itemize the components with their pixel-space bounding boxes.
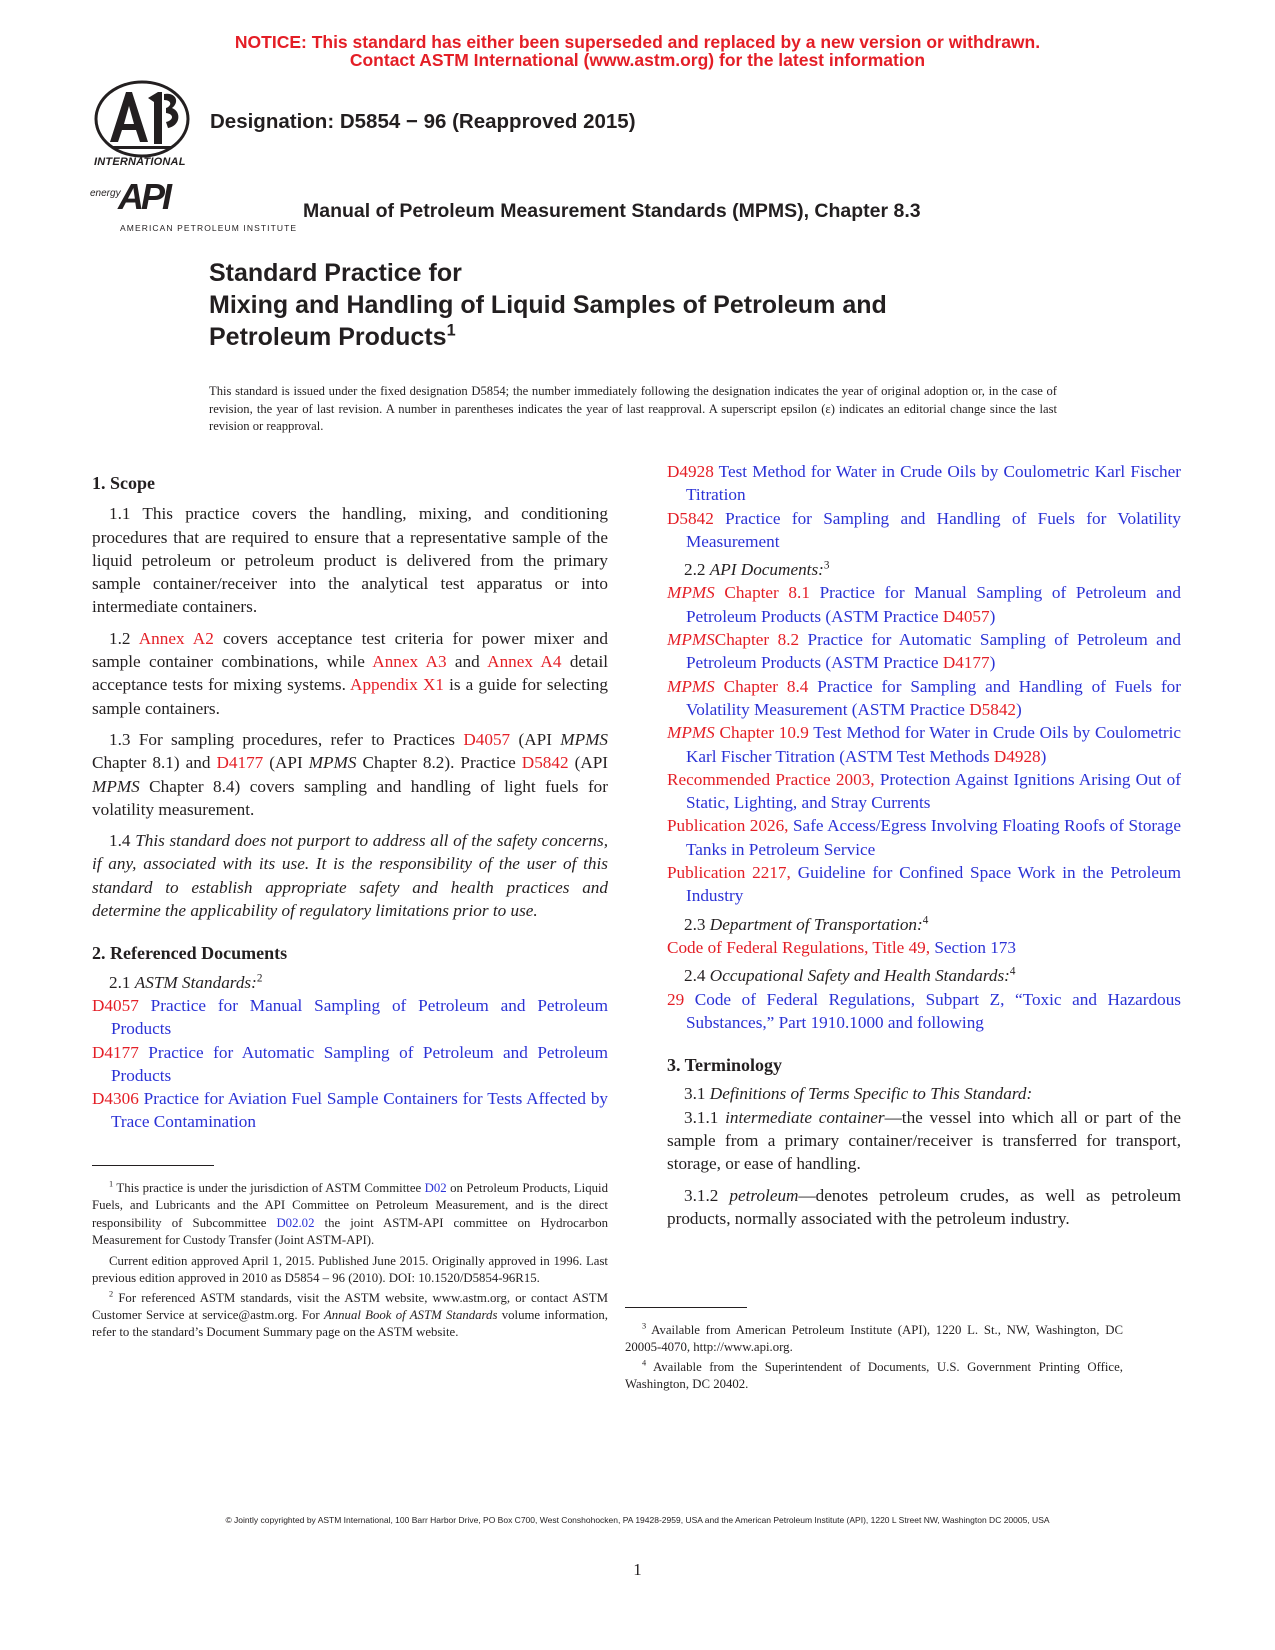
close-paren: ) [989, 606, 996, 626]
text: This standard does not purport to address all of the safety concerns, if any, associated with its use. It is the responsibility of the user of this standard to establish appropriate safety and health practices and determine the applicability of regulatory limitations prior to use. [92, 831, 609, 921]
text: Definitions of Terms Specific to This Standard: [709, 1084, 1033, 1104]
annex-a4-link[interactable]: Annex A4 [487, 652, 562, 672]
d0202-link[interactable]: D02.02 [276, 1215, 315, 1230]
footnote-rule-right [625, 1307, 747, 1308]
reference-code-link[interactable]: D4057 [92, 995, 139, 1015]
reference-code-link[interactable]: D4928 [667, 462, 714, 481]
text: MPMS [308, 753, 357, 773]
reference-code-link[interactable]: D4306 [92, 1089, 139, 1109]
reference-code-link[interactable]: D5842 [969, 699, 1017, 719]
text: ASTM Standards: [134, 972, 257, 992]
astm-logo-icon [92, 80, 192, 158]
text: 2.4 [684, 966, 710, 986]
designation: Designation: D5854 − 96 (Reapproved 2015) [210, 110, 636, 133]
reference-title-link[interactable]: Practice for Manual Sampling of Petroleum and Petroleum Products (ASTM Practice [686, 583, 1181, 626]
close-paren: ) [1016, 699, 1022, 719]
reference-title-link[interactable]: Practice for Manual Sampling of Petroleum and Petroleum Products [111, 995, 608, 1039]
footnote-mark: 2 [109, 1289, 114, 1299]
api-reference-item [667, 581, 1181, 628]
footnote-mark: 3 [642, 1321, 647, 1331]
publication-code-link[interactable]: Publication 2026, [667, 816, 789, 836]
footnote-mark: 4 [642, 1358, 647, 1368]
api-reference-item [667, 628, 1181, 675]
text: 1.4 [109, 831, 136, 851]
text: Annual Book of ASTM Standards [323, 1308, 498, 1323]
scope-heading: 1. Scope [92, 473, 155, 493]
footnote-3 [625, 1322, 1123, 1357]
text: 1.3 For sampling procedures, refer to Practices [109, 729, 464, 749]
section-173-link[interactable]: Section 173 [930, 937, 1016, 957]
astm-logo-caption: INTERNATIONAL [94, 156, 186, 168]
text: is a guide for selecting sample containers. [92, 675, 608, 718]
right-column [667, 460, 1181, 1230]
text: MPMS [560, 729, 609, 749]
api-logo [88, 176, 298, 234]
reference-title-link[interactable]: Practice for Automatic Sampling of Petroleum and Petroleum Products (ASTM Practice [686, 630, 1181, 673]
chapter-link[interactable]: Chapter 8.2 [714, 630, 800, 650]
astm-reference-list-right [667, 460, 1181, 553]
text: covers acceptance test criteria for power mixer and sample container combinations, while [92, 628, 608, 672]
text: For referenced ASTM standards, visit the ASTM website, www.astm.org, or contact ASTM Customer Service at service@astm.org. For [92, 1290, 608, 1323]
footnote-rule-left [92, 1165, 214, 1166]
text: Available from American Petroleum Institute (API), 1220 L. St., NW, Washington, DC 20005-4070, http://www.api.org. [625, 1323, 1123, 1355]
publication-code-link[interactable]: Recommended Practice 2003, [667, 769, 875, 789]
reference-title-link[interactable]: Test Method for Water in Crude Oils by Coulometric Karl Fischer Titration (ASTM Test Methods [686, 723, 1181, 766]
text: 3.1 [684, 1084, 710, 1104]
footnote-mark: 1 [109, 1179, 114, 1189]
close-paren: ) [989, 653, 996, 673]
definitions-label [667, 1082, 1181, 1105]
footnote-1 [92, 1180, 608, 1249]
reference-code-link[interactable]: D4177 [942, 653, 990, 673]
title-footnote-mark: 1 [446, 321, 456, 340]
text: Occupational Safety and Health Standards: [709, 966, 1010, 986]
title-line-1: Standard Practice for [209, 259, 462, 287]
scope-1-2 [92, 627, 608, 720]
api-publication-item [667, 768, 1181, 815]
api-reference-item [667, 721, 1181, 768]
api-letters: API [118, 176, 170, 217]
page-number: 1 [633, 1560, 642, 1579]
footnote-mark: 4 [1009, 965, 1016, 978]
scope-1-1: 1.1 This practice covers the handling, mixing, and conditioning procedures that are required to ensure that a representative sample of the liquid petroleum or petroleum product is delivered from the primary sample container/receiver into the analytical test apparatus or into intermediate containers. [92, 504, 608, 617]
chapter-link[interactable]: Chapter 8.4 [714, 676, 809, 696]
text: and [446, 652, 488, 672]
chapter-link[interactable]: Chapter 10.9 [714, 723, 809, 743]
api-publication-item [667, 861, 1181, 908]
text: 2.1 [109, 972, 135, 992]
astm-reference-item [667, 507, 1181, 554]
reference-code-link[interactable]: D4177 [92, 1042, 139, 1062]
text: detail acceptance tests for mixing systems. [92, 652, 608, 695]
text: —denotes petroleum crudes, as well as petroleum products, normally associated with the petroleum industry. [667, 1185, 1182, 1228]
footnote-mark: 2 [256, 971, 263, 984]
footnote-2 [92, 1290, 608, 1342]
reference-title-link[interactable]: Practice for Automatic Sampling of Petroleum and Petroleum Products [111, 1042, 609, 1085]
text: 3.1.1 [684, 1107, 726, 1127]
close-paren: ) [1040, 746, 1047, 766]
mpms-chapter-line: Manual of Petroleum Measurement Standards (MPMS), Chapter 8.3 [303, 200, 921, 222]
title-line-3-text: Petroleum Products [209, 323, 447, 351]
text: intermediate container [725, 1107, 885, 1127]
appendix-x1-link[interactable]: Appendix X1 [350, 675, 444, 695]
text: 2.2 [684, 560, 710, 580]
text: (API [510, 729, 561, 749]
text: —the vessel into which all or part of the sample from a primary container/receiver is transferred for transport, storage, or ease of handling. [667, 1107, 1181, 1174]
notice-line-2: Contact ASTM International (www.astm.org) for the latest information [349, 50, 926, 70]
api-reference-item [667, 675, 1181, 722]
footnote-1-edition: Current edition approved April 1, 2015. Published June 2015. Originally approved in 1996. Last previous edition approved in 2010 as D5854 – 96 (2010). DOI: 10.1520/D5854-96R15. [92, 1254, 608, 1286]
api-reference-list [667, 581, 1181, 767]
text: API Documents: [709, 560, 824, 580]
text: Chapter 8.4) covers sampling and handling of light fuels for volatility measurement. [92, 776, 608, 819]
mpms-label: MPMS [667, 583, 715, 603]
cfr-title-49-link[interactable]: Code of Federal Regulations, Title 49, [667, 937, 931, 957]
d4177-link[interactable]: D4177 [216, 753, 264, 773]
publication-code-link[interactable]: Publication 2217, [667, 863, 791, 883]
text: This practice is under the jurisdiction of ASTM Committee [113, 1181, 425, 1195]
annex-a2-link[interactable]: Annex A2 [138, 628, 214, 648]
text: volume information, refer to the standard’s Document Summary page on the ASTM website. [92, 1308, 609, 1340]
api-publication-list [667, 768, 1181, 908]
annex-a3-link[interactable]: Annex A3 [372, 652, 447, 672]
osha-29-link[interactable]: 29 [667, 989, 685, 1009]
mpms-label: MPMS [667, 630, 715, 650]
term-petroleum [667, 1184, 1181, 1231]
api-documents-label [667, 558, 1181, 581]
footnote-mark: 4 [922, 913, 929, 926]
reference-code-link[interactable]: D4928 [993, 746, 1041, 766]
astm-logo [92, 80, 192, 172]
text: Chapter 8.1) and [92, 753, 217, 773]
text: Chapter 8.2). Practice [356, 753, 522, 773]
astm-reference-item [92, 1087, 608, 1134]
mpms-label: MPMS [667, 676, 715, 696]
astm-standards-label [92, 971, 608, 994]
reference-title-link[interactable]: Practice for Sampling and Handling of Fuels for Volatility Measurement (ASTM Practice [686, 676, 1181, 719]
issued-note: This standard is issued under the fixed designation D5854; the number immediately following the designation indicates the year of original adoption or, in the case of revision, the year of last revision. A number in parentheses indicates the year of last reapproval. A superscript epsilon (ε) indicates an editorial change since the last revision or reapproval. [209, 384, 1057, 433]
reference-code-link[interactable]: D4057 [942, 606, 990, 626]
publication-title-link[interactable]: Protection Against Ignitions Arising Out of Static, Lighting, and Stray Currents [686, 769, 1181, 813]
osha-label [667, 964, 1181, 987]
d5842-link[interactable]: D5842 [521, 753, 569, 773]
title-line-3 [209, 321, 456, 353]
footnote-mark: 3 [823, 559, 830, 572]
text: (API [263, 753, 309, 773]
text: petroleum [729, 1185, 799, 1205]
api-publication-item [667, 814, 1181, 861]
api-caption: AMERICAN PETROLEUM INSTITUTE [120, 223, 298, 233]
astm-reference-item [92, 1041, 608, 1088]
chapter-link[interactable]: Chapter 8.1 [714, 583, 810, 603]
footnotes-right [625, 1322, 1123, 1393]
text: 2.3 [684, 914, 710, 934]
dot-reference [667, 936, 1181, 959]
footnote-4 [625, 1359, 1123, 1394]
astm-reference-list-left [92, 994, 608, 1134]
terminology-heading: 3. Terminology [667, 1055, 783, 1076]
api-energy-text: energy [90, 188, 121, 199]
copyright-line: © Jointly copyrighted by ASTM International, 100 Barr Harbor Drive, PO Box C700, West Conshohocken, PA 19428-2959, USA and the American Petroleum Institute (API), 1220 L Street NW, Washington DC 20005, USA [225, 1515, 1050, 1525]
osha-reference [667, 988, 1181, 1035]
text: Department of Transportation: [709, 914, 923, 934]
osha-title-link[interactable]: Code of Federal Regulations, Subpart Z, “Toxic and Hazardous Substances,” Part 1910.1000 and following [684, 989, 1181, 1032]
text: on Petroleum Products, Liquid Fuels, and Lubricants and the API Committee on Petroleum Measurement, and is the direct responsibility of Subcommittee [92, 1181, 608, 1230]
referenced-heading: 2. Referenced Documents [92, 943, 288, 964]
text: MPMS [92, 776, 140, 796]
mpms-label: MPMS [667, 723, 715, 743]
reference-title-link[interactable]: Practice for Sampling and Handling of Fuels for Volatility Measurement [686, 508, 1182, 551]
reference-code-link[interactable]: D5842 [667, 508, 714, 528]
text: (API [568, 753, 609, 773]
publication-title-link[interactable]: Safe Access/Egress Involving Floating Roofs of Storage Tanks in Petroleum Service [686, 816, 1181, 859]
footnotes-left [92, 1180, 608, 1342]
publication-title-link[interactable]: Guideline for Confined Space Work in the Petroleum Industry [686, 863, 1181, 906]
notice-line-1: NOTICE: This standard has either been superseded and replaced by a new version or withdrawn. [234, 32, 1041, 52]
dot-label [667, 913, 1181, 936]
text: the joint ASTM-API committee on Hydrocarbon Measurement for Custody Transfer (Joint ASTM-API). [92, 1215, 608, 1247]
title-line-2: Mixing and Handling of Liquid Samples of Petroleum and [209, 291, 887, 319]
text: Available from the Superintendent of Documents, U.S. Government Printing Office, Washington, DC 20402. [625, 1359, 1123, 1391]
d4057-link[interactable]: D4057 [463, 729, 511, 749]
scope-1-4 [92, 829, 608, 922]
term-intermediate-container [667, 1106, 1181, 1176]
text: 3.1.2 [684, 1185, 730, 1205]
scope-1-3 [92, 728, 608, 821]
d02-link[interactable]: D02 [424, 1181, 447, 1195]
reference-title-link[interactable]: Practice for Aviation Fuel Sample Containers for Tests Affected by Trace Contamination [111, 1089, 609, 1132]
left-column [92, 472, 608, 1134]
astm-reference-item [667, 460, 1181, 507]
astm-reference-item [92, 994, 608, 1041]
text: 1.2 [109, 628, 139, 648]
reference-title-link[interactable]: Test Method for Water in Crude Oils by Coulometric Karl Fischer Titration [686, 462, 1181, 505]
